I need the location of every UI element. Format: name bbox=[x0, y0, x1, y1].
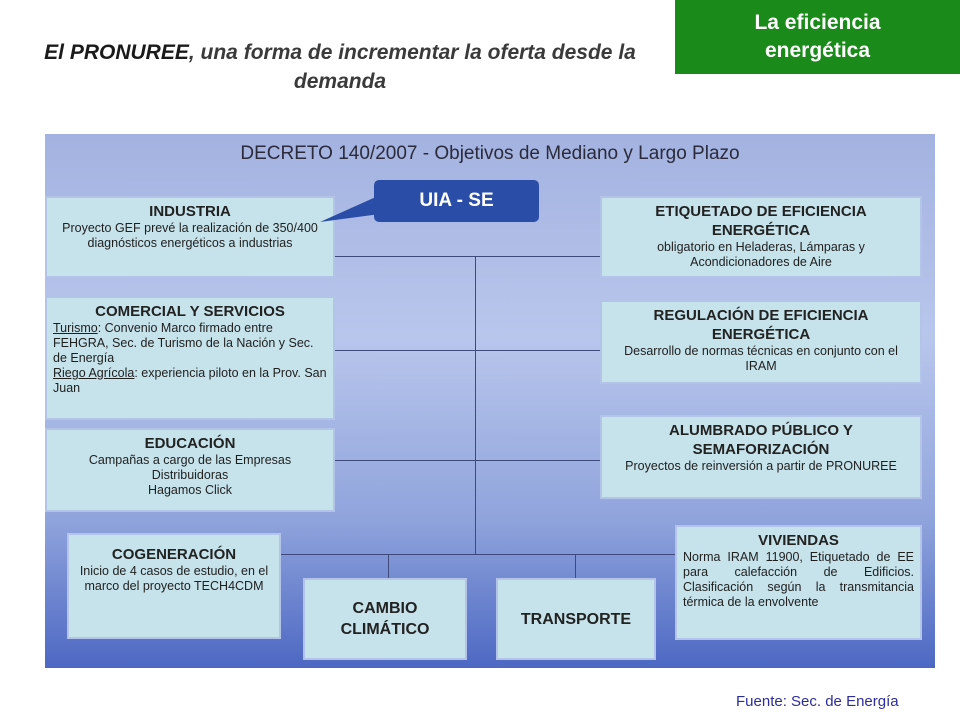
viviendas-title: VIVIENDAS bbox=[758, 532, 839, 549]
connector-etiquetado bbox=[475, 256, 601, 257]
connector-bottom-row bbox=[281, 554, 677, 555]
etiquetado-title: ETIQUETADO DE EFICIENCIA ENERGÉTICA bbox=[655, 203, 867, 239]
connector-cambio bbox=[388, 554, 389, 578]
industria-body: Proyecto GEF prevé la realización de 350/400 diagnósticos energéticos a industrias bbox=[62, 221, 318, 250]
alumbrado-body: Proyectos de reinversión a partir de PRONUREE bbox=[625, 459, 897, 473]
turismo-label: Turismo bbox=[53, 321, 98, 335]
title-highlight: El PRONUREE bbox=[44, 41, 189, 64]
comercial-box bbox=[45, 296, 335, 420]
regulacion-body: Desarrollo de normas técnicas en conjunto con el IRAM bbox=[624, 344, 898, 373]
etiquetado-box bbox=[600, 196, 922, 278]
slide-title bbox=[40, 38, 640, 96]
transporte-box bbox=[496, 578, 656, 660]
cogeneracion-body: Inicio de 4 casos de estudio, en el marco del proyecto TECH4CDM bbox=[79, 564, 269, 593]
riego-text: : experiencia piloto en la Prov. San Juan bbox=[53, 366, 327, 395]
viviendas-box bbox=[675, 525, 922, 640]
regulacion-title: REGULACIÓN DE EFICIENCIA ENERGÉTICA bbox=[653, 307, 869, 343]
cogeneracion-title: COGENERACIÓN bbox=[111, 546, 237, 563]
connector-alumbrado bbox=[475, 460, 601, 461]
connector-trunk bbox=[475, 256, 476, 554]
industria-title: INDUSTRIA bbox=[149, 203, 231, 220]
cambio-title: CAMBIO CLIMÁTICO bbox=[340, 600, 430, 638]
regulacion-box bbox=[600, 300, 922, 384]
comercial-title: COMERCIAL Y SERVICIOS bbox=[95, 303, 285, 320]
viviendas-body: Norma IRAM 11900, Etiquetado de EE para calefacción de Edificios. Clasificación según la transmitancia térmica de la envolvente bbox=[683, 550, 914, 609]
educacion-title: EDUCACIÓN bbox=[144, 435, 236, 452]
connector-regulacion bbox=[475, 350, 601, 351]
panel-title: DECRETO 140/2007 - Objetivos de Mediano y Largo Plazo bbox=[240, 143, 740, 164]
transporte-title: TRANSPORTE bbox=[520, 610, 632, 628]
riego-label: Riego Agrícola bbox=[53, 366, 135, 380]
uia-se-callout: UIA - SE bbox=[374, 180, 539, 222]
etiquetado-body: obligatorio en Heladeras, Lámparas y Acondicionadores de Aire bbox=[657, 240, 865, 269]
connector-educacion bbox=[335, 460, 475, 461]
connector-comercial bbox=[335, 350, 475, 351]
section-badge-label: La eficiencia energética bbox=[754, 11, 881, 62]
educacion-box bbox=[45, 428, 335, 512]
industria-box bbox=[45, 196, 335, 278]
section-badge bbox=[675, 0, 960, 74]
educacion-body2: Hagamos Click bbox=[147, 483, 233, 497]
connector-industria bbox=[335, 256, 475, 257]
turismo-text: : Convenio Marco firmado entre FEHGRA, Sec. de Turismo de la Nación y Sec. de Energía bbox=[53, 321, 314, 365]
source-note: Fuente: Sec. de Energía bbox=[736, 693, 899, 710]
title-rest: , una forma de incrementar la oferta desde la demanda bbox=[188, 41, 636, 93]
connector-transporte bbox=[575, 554, 576, 578]
cogeneracion-box bbox=[67, 533, 281, 639]
comercial-riego bbox=[53, 366, 327, 396]
alumbrado-title: ALUMBRADO PÚBLICO Y SEMAFORIZACIÓN bbox=[669, 422, 853, 458]
alumbrado-box bbox=[600, 415, 922, 499]
cambio-climatico-box bbox=[303, 578, 467, 660]
comercial-turismo bbox=[53, 321, 327, 366]
educacion-body: Campañas a cargo de las Empresas Distribuidoras bbox=[88, 453, 292, 482]
